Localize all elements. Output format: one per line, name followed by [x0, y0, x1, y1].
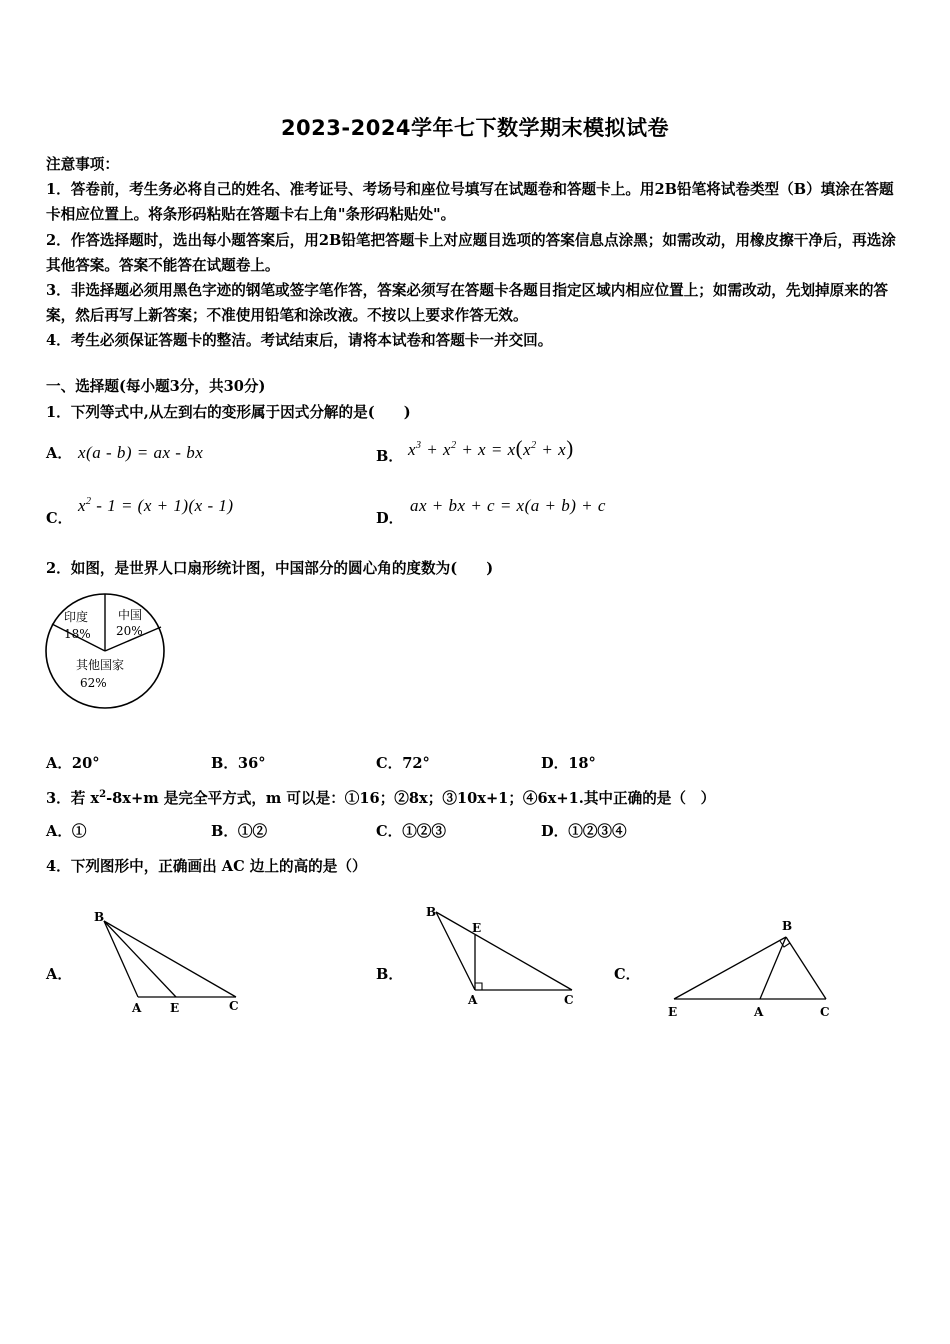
option-label: D． — [376, 510, 404, 527]
point-label-e: E — [472, 921, 482, 935]
triangle-b-image — [420, 900, 590, 1012]
question-3-stem — [46, 787, 715, 808]
q3-option-c: C．①②③ — [376, 823, 446, 840]
q4-option-b-label: B． — [376, 966, 403, 983]
q1-option-d — [376, 496, 606, 528]
question-2-stem: 2．如图，是世界人口扇形统计图，中国部分的圆心角的度数为( ) — [46, 560, 494, 577]
pie-china-name: 中国 — [118, 608, 143, 622]
formula-c: $x^2 - 1 = (x + 1)(x - 1)$ — [78, 496, 234, 515]
pie-other-pct: 62% — [80, 676, 107, 690]
note-item: 1．答卷前，考生务必将自己的姓名、准考证号、考场号和座位号填写在试题卷和答题卡上。用2B铅笔将试卷类型（B）填涂在答题卡相应位置上。将条形码粘贴在答题卡右上角"条形码粘贴处"。 — [46, 181, 894, 224]
question-4-stem: 4．下列图形中，正确画出 AC 边上的高的是（） — [46, 858, 367, 875]
notes-block — [46, 152, 908, 354]
point-label-b: B — [426, 905, 437, 919]
point-label-a: A — [754, 1005, 764, 1019]
pie-india-name: 印度 — [64, 610, 89, 624]
triangle-c-image — [660, 915, 840, 1023]
option-label: B． — [376, 448, 403, 465]
section-heading: 一、选择题(每小题3分，共30分) — [46, 378, 266, 395]
point-label-a: A — [132, 1001, 142, 1015]
q3-option-b: B．①② — [211, 823, 268, 840]
point-label-e: E — [170, 1001, 180, 1015]
q2-option-b: B．36° — [211, 755, 266, 772]
triangle-figure-a — [90, 905, 250, 1021]
q1-option-a — [46, 442, 203, 463]
point-label-b: B — [94, 910, 105, 924]
point-label-c: C — [229, 999, 239, 1013]
point-label-c: C — [564, 993, 574, 1007]
option-label: C． — [46, 510, 73, 527]
pie-india-pct: 18% — [64, 627, 91, 641]
q3-option-a: A．① — [46, 823, 87, 840]
formula-a: x(a - b) = ax - bx — [78, 443, 204, 462]
q3-exponent: 2 — [99, 789, 107, 801]
q3-stem-part-1: 3．若 x — [46, 790, 100, 807]
q4-option-c-label: C． — [614, 966, 641, 983]
point-label-e: E — [668, 1005, 678, 1019]
triangle-figure-c — [660, 915, 840, 1027]
note-item: 3．非选择题必须用黑色字迹的钢笔或签字笔作答，答案必须写在答题卡各题目指定区域内相应位置上；如需改动，先划掉原来的答案，然后再写上新答案；不准使用铅笔和涂改液。不按以上要求作答无效。 — [46, 282, 889, 325]
pie-chart-image — [44, 591, 168, 713]
population-pie-figure — [44, 591, 168, 717]
q3-stem-part-2: -8x+m 是完全平方式，m 可以是：①16；②8x；③10x+1；④6x+1.其中正确的是（ ） — [106, 790, 716, 807]
q3-option-d: D．①②③④ — [541, 823, 627, 840]
question-1-stem: 1．下列等式中,从左到右的变形属于因式分解的是( ) — [46, 404, 411, 421]
point-label-b: B — [782, 919, 793, 933]
formula-b: $x^3 + x^2 + x = x(x^2 + x)$ — [408, 436, 574, 460]
q2-option-d: D．18° — [541, 755, 596, 772]
triangle-a-image — [90, 905, 250, 1017]
q1-option-c — [46, 496, 234, 528]
note-item: 2．作答选择题时，选出每小题答案后，用2B铅笔把答题卡上对应题目选项的答案信息点涂黑；如需改动，用橡皮擦干净后，再选涂其他答案。答案不能答在试题卷上。 — [46, 231, 896, 274]
option-label: A． — [46, 445, 72, 462]
formula-d: ax + bx + c = x(a + b) + c — [410, 496, 606, 515]
q2-option-c: C．72° — [376, 755, 430, 772]
notes-heading: 注意事项： — [46, 156, 119, 173]
q2-option-a: A．20° — [46, 755, 100, 772]
pie-other-name: 其他国家 — [76, 658, 125, 672]
point-label-a: A — [468, 993, 478, 1007]
page-title: 2023-2024学年七下数学期末模拟试卷 — [280, 116, 670, 140]
point-label-c: C — [820, 1005, 830, 1019]
triangle-figure-b — [420, 900, 590, 1016]
q1-option-b — [376, 436, 574, 466]
note-item: 4．考生必须保证答题卡的整洁。考试结束后，请将本试卷和答题卡一并交回。 — [46, 332, 553, 350]
pie-china-pct: 20% — [116, 624, 143, 638]
q4-option-a-label: A． — [46, 966, 72, 983]
